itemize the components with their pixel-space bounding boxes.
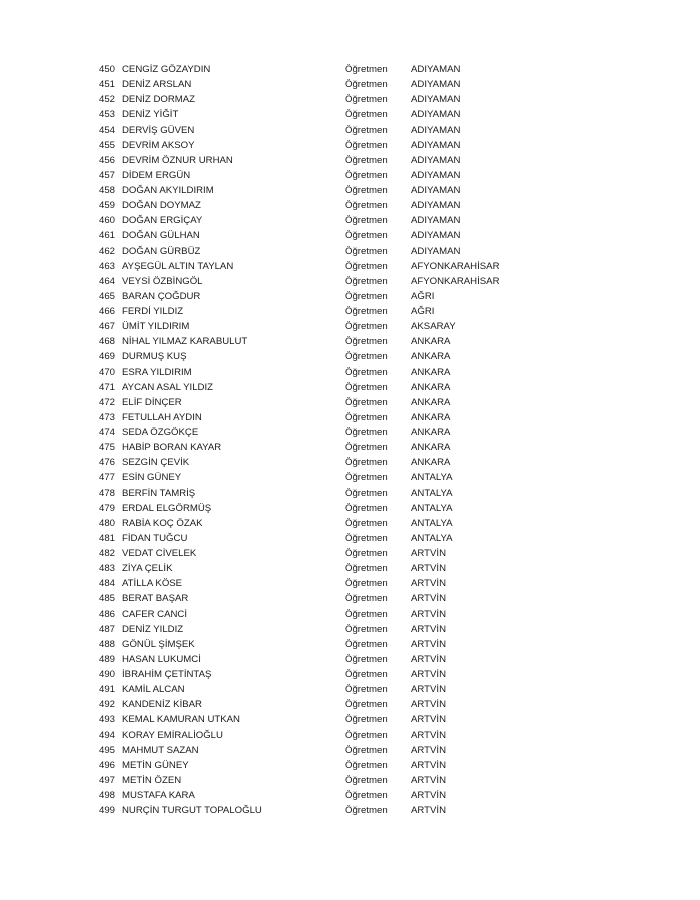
occupation: Öğretmen (345, 185, 388, 196)
city-name: ARTVİN (411, 805, 447, 817)
occupation: Öğretmen (345, 593, 388, 605)
person-name: METİN GÜNEY (122, 759, 189, 771)
row-number: 482 (99, 548, 116, 559)
city-name: AKSARAY (411, 321, 456, 333)
occupation: Öğretmen (345, 366, 388, 378)
occupation: Öğretmen (345, 759, 388, 771)
occupation: Öğretmen (345, 699, 388, 711)
person-name: BARAN ÇOĞDUR (122, 290, 201, 302)
row-number: 452 (99, 94, 116, 106)
person-name: RABİA KOÇ ÖZAK (122, 517, 203, 529)
occupation: Öğretmen (345, 124, 388, 136)
list-row (0, 622, 700, 637)
city-name: ARTVİN (411, 759, 447, 771)
row-number: 465 (99, 290, 116, 302)
list-row (0, 319, 700, 334)
list-row (0, 107, 700, 122)
occupation: Öğretmen (345, 684, 388, 696)
occupation: Öğretmen (345, 290, 388, 302)
city-name: ADIYAMAN (411, 200, 461, 212)
occupation: Öğretmen (345, 517, 388, 529)
person-name: DOĞAN DOYMAZ (122, 200, 201, 212)
person-name: CAFER CANCİ (122, 608, 188, 620)
occupation: Öğretmen (345, 321, 388, 333)
row-number: 470 (99, 366, 116, 378)
occupation: Öğretmen (345, 472, 388, 484)
person-name: ESRA YILDIRIM (122, 366, 192, 378)
list-row (0, 153, 700, 168)
row-number: 472 (99, 396, 116, 408)
list-row (0, 531, 700, 546)
occupation: Öğretmen (345, 578, 388, 590)
row-number: 497 (99, 774, 116, 786)
person-name: VEDAT CİVELEK (122, 548, 197, 559)
row-number: 462 (99, 245, 116, 257)
row-number: 460 (99, 215, 116, 227)
city-name: ARTVİN (411, 623, 447, 635)
row-number: 453 (99, 109, 116, 121)
list-row (0, 365, 700, 380)
occupation: Öğretmen (345, 260, 388, 272)
row-number: 477 (99, 472, 116, 484)
occupation: Öğretmen (345, 805, 388, 817)
row-number: 474 (99, 427, 116, 438)
person-name: NURÇİN TURGUT TOPALOĞLU (122, 805, 262, 817)
person-name: NİHAL YILMAZ KARABULUT (122, 336, 248, 348)
person-name: ESİN GÜNEY (122, 472, 182, 484)
row-number: 491 (99, 684, 116, 696)
city-name: ARTVİN (411, 563, 447, 575)
row-number: 459 (99, 200, 116, 212)
list-row (0, 607, 700, 622)
list-row (0, 395, 700, 410)
city-name: AFYONKARAHİSAR (411, 260, 500, 272)
occupation: Öğretmen (345, 714, 388, 726)
occupation: Öğretmen (345, 502, 388, 514)
occupation: Öğretmen (345, 396, 388, 408)
list-row (0, 501, 700, 516)
person-name: DOĞAN GÜLHAN (122, 230, 200, 242)
row-number: 454 (99, 124, 116, 136)
city-name: ARTVİN (411, 669, 447, 680)
occupation: Öğretmen (345, 230, 388, 242)
person-name: KANDENİZ KİBAR (122, 699, 202, 711)
city-name: ADIYAMAN (411, 94, 461, 106)
row-number: 496 (99, 759, 116, 771)
person-name: AYCAN ASAL YILDIZ (122, 381, 213, 393)
city-name: ADIYAMAN (411, 230, 461, 242)
list-row (0, 228, 700, 243)
occupation: Öğretmen (345, 457, 388, 469)
occupation: Öğretmen (345, 548, 388, 559)
occupation: Öğretmen (345, 774, 388, 786)
city-name: ANKARA (411, 457, 451, 469)
person-name: İBRAHİM ÇETİNTAŞ (122, 669, 212, 680)
row-number: 488 (99, 638, 116, 650)
list-row (0, 123, 700, 138)
city-name: ANKARA (411, 442, 451, 454)
city-name: ADIYAMAN (411, 154, 461, 166)
row-number: 489 (99, 653, 116, 665)
person-name: DİDEM ERGÜN (122, 169, 191, 181)
list-row (0, 561, 700, 576)
list-row (0, 77, 700, 92)
occupation: Öğretmen (345, 487, 388, 499)
person-name: DOĞAN AKYILDIRIM (122, 185, 214, 196)
city-name: AĞRI (411, 306, 435, 317)
row-number: 475 (99, 442, 116, 454)
city-name: ANKARA (411, 427, 451, 438)
person-name: DOĞAN ERGİÇAY (122, 215, 203, 227)
list-row (0, 728, 700, 743)
city-name: ARTVİN (411, 729, 447, 741)
occupation: Öğretmen (345, 306, 388, 317)
person-name: VEYSİ ÖZBİNGÖL (122, 275, 203, 287)
city-name: ARTVİN (411, 593, 447, 605)
city-name: ARTVİN (411, 744, 447, 756)
person-name: GÖNÜL ŞİMŞEK (122, 638, 195, 650)
list-row (0, 576, 700, 591)
occupation: Öğretmen (345, 744, 388, 756)
city-name: ARTVİN (411, 578, 447, 590)
row-number: 467 (99, 321, 116, 333)
list-row (0, 425, 700, 440)
person-name: BERFİN TAMRİŞ (122, 487, 196, 499)
person-name: HASAN LUKUMCİ (122, 653, 201, 665)
person-name: DENİZ YILDIZ (122, 623, 184, 635)
row-number: 464 (99, 275, 116, 287)
person-name: AYŞEGÜL ALTIN TAYLAN (122, 260, 234, 272)
city-name: ANKARA (411, 396, 451, 408)
person-name: MUSTAFA KARA (122, 790, 195, 801)
list-row (0, 546, 700, 561)
city-name: ANKARA (411, 411, 451, 423)
occupation: Öğretmen (345, 79, 388, 91)
city-name: ANTALYA (411, 532, 453, 544)
row-number: 466 (99, 306, 116, 317)
occupation: Öğretmen (345, 351, 388, 363)
list-row (0, 712, 700, 727)
list-row (0, 803, 700, 818)
list-row (0, 62, 700, 77)
list-row (0, 788, 700, 803)
list-row (0, 697, 700, 712)
city-name: ANKARA (411, 336, 451, 348)
occupation: Öğretmen (345, 109, 388, 121)
city-name: ARTVİN (411, 608, 447, 620)
row-number: 492 (99, 699, 116, 711)
person-name: ZİYA ÇELİK (122, 563, 173, 575)
row-number: 461 (99, 230, 116, 242)
list-row (0, 440, 700, 455)
row-number: 495 (99, 744, 116, 756)
person-name: KORAY EMİRALİOĞLU (122, 729, 223, 741)
city-name: ANTALYA (411, 502, 453, 514)
list-row (0, 758, 700, 773)
city-name: ARTVİN (411, 653, 447, 665)
list-row (0, 198, 700, 213)
city-name: ADIYAMAN (411, 169, 461, 181)
city-name: ADIYAMAN (411, 79, 461, 91)
list-row (0, 380, 700, 395)
list-row (0, 304, 700, 319)
occupation: Öğretmen (345, 442, 388, 454)
city-name: AFYONKARAHİSAR (411, 275, 500, 287)
occupation: Öğretmen (345, 608, 388, 620)
occupation: Öğretmen (345, 532, 388, 544)
city-name: ARTVİN (411, 684, 447, 696)
occupation: Öğretmen (345, 64, 388, 75)
person-name: DENİZ ARSLAN (122, 79, 192, 91)
person-name: DERVİŞ GÜVEN (122, 124, 195, 136)
row-number: 481 (99, 532, 116, 544)
city-name: ADIYAMAN (411, 109, 461, 121)
occupation: Öğretmen (345, 669, 388, 680)
occupation: Öğretmen (345, 139, 388, 151)
person-name: DENİZ DORMAZ (122, 94, 196, 106)
list-row (0, 410, 700, 425)
city-name: ARTVİN (411, 714, 447, 726)
list-row (0, 168, 700, 183)
person-name: ERDAL ELGÖRMÜŞ (122, 502, 212, 514)
city-name: ANKARA (411, 381, 451, 393)
signatory-list (0, 62, 700, 818)
person-name: DOĞAN GÜRBÜZ (122, 245, 201, 257)
occupation: Öğretmen (345, 729, 388, 741)
occupation: Öğretmen (345, 381, 388, 393)
list-row (0, 743, 700, 758)
list-row (0, 591, 700, 606)
occupation: Öğretmen (345, 638, 388, 650)
city-name: ADIYAMAN (411, 245, 461, 257)
city-name: ARTVİN (411, 699, 447, 711)
row-number: 463 (99, 260, 116, 272)
person-name: KEMAL KAMURAN UTKAN (122, 714, 240, 726)
list-row (0, 486, 700, 501)
person-name: DEVRİM AKSOY (122, 139, 195, 151)
occupation: Öğretmen (345, 215, 388, 227)
row-number: 490 (99, 669, 116, 680)
city-name: ANKARA (411, 366, 451, 378)
list-row (0, 682, 700, 697)
city-name: ADIYAMAN (411, 64, 461, 75)
row-number: 476 (99, 457, 116, 469)
list-row (0, 289, 700, 304)
row-number: 487 (99, 623, 116, 635)
row-number: 499 (99, 805, 116, 817)
city-name: ADIYAMAN (411, 185, 461, 196)
city-name: ADIYAMAN (411, 124, 461, 136)
list-row (0, 138, 700, 153)
person-name: ELİF DİNÇER (122, 396, 182, 408)
list-row (0, 773, 700, 788)
person-name: METİN ÖZEN (122, 774, 182, 786)
city-name: ANTALYA (411, 517, 453, 529)
list-row (0, 183, 700, 198)
city-name: ANKARA (411, 351, 451, 363)
list-row (0, 637, 700, 652)
city-name: ANTALYA (411, 487, 453, 499)
occupation: Öğretmen (345, 275, 388, 287)
row-number: 471 (99, 381, 116, 393)
row-number: 457 (99, 169, 116, 181)
row-number: 498 (99, 790, 116, 801)
person-name: DENİZ YİĞİT (122, 109, 179, 121)
list-row (0, 470, 700, 485)
list-row (0, 274, 700, 289)
occupation: Öğretmen (345, 154, 388, 166)
occupation: Öğretmen (345, 427, 388, 438)
row-number: 484 (99, 578, 116, 590)
city-name: ADIYAMAN (411, 215, 461, 227)
person-name: FERDİ YILDIZ (122, 306, 184, 317)
row-number: 473 (99, 411, 116, 423)
person-name: MAHMUT SAZAN (122, 744, 199, 756)
person-name: SEZGİN ÇEVİK (122, 457, 190, 469)
list-row (0, 213, 700, 228)
occupation: Öğretmen (345, 563, 388, 575)
row-number: 494 (99, 729, 116, 741)
occupation: Öğretmen (345, 169, 388, 181)
row-number: 455 (99, 139, 116, 151)
list-row (0, 516, 700, 531)
row-number: 468 (99, 336, 116, 348)
person-name: CENGİZ GÖZAYDIN (122, 64, 211, 75)
row-number: 479 (99, 502, 116, 514)
occupation: Öğretmen (345, 653, 388, 665)
occupation: Öğretmen (345, 623, 388, 635)
occupation: Öğretmen (345, 411, 388, 423)
person-name: FİDAN TUĞCU (122, 532, 188, 544)
person-name: DURMUŞ KUŞ (122, 351, 187, 363)
city-name: ANTALYA (411, 472, 453, 484)
city-name: ARTVİN (411, 548, 447, 559)
row-number: 451 (99, 79, 116, 91)
list-row (0, 349, 700, 364)
list-row (0, 667, 700, 682)
list-row (0, 652, 700, 667)
row-number: 450 (99, 64, 116, 75)
occupation: Öğretmen (345, 245, 388, 257)
occupation: Öğretmen (345, 336, 388, 348)
list-row (0, 244, 700, 259)
occupation: Öğretmen (345, 200, 388, 212)
list-row (0, 334, 700, 349)
row-number: 493 (99, 714, 116, 726)
occupation: Öğretmen (345, 790, 388, 801)
person-name: DEVRİM ÖZNUR URHAN (122, 154, 233, 166)
row-number: 486 (99, 608, 116, 620)
list-row (0, 259, 700, 274)
row-number: 480 (99, 517, 116, 529)
person-name: ÜMİT YILDIRIM (122, 321, 190, 333)
person-name: HABİP BORAN KAYAR (122, 442, 222, 454)
row-number: 458 (99, 185, 116, 196)
person-name: SEDA ÖZGÖKÇE (122, 427, 199, 438)
person-name: BERAT BAŞAR (122, 593, 189, 605)
person-name: KAMİL ALCAN (122, 684, 185, 696)
person-name: FETULLAH AYDIN (122, 411, 202, 423)
city-name: ADIYAMAN (411, 139, 461, 151)
list-row (0, 455, 700, 470)
row-number: 478 (99, 487, 116, 499)
city-name: ARTVİN (411, 638, 447, 650)
row-number: 469 (99, 351, 116, 363)
row-number: 483 (99, 563, 116, 575)
list-row (0, 92, 700, 107)
city-name: AĞRI (411, 290, 435, 302)
person-name: ATİLLA KÖSE (122, 578, 183, 590)
occupation: Öğretmen (345, 94, 388, 106)
row-number: 485 (99, 593, 116, 605)
city-name: ARTVİN (411, 774, 447, 786)
city-name: ARTVİN (411, 790, 447, 801)
row-number: 456 (99, 154, 116, 166)
